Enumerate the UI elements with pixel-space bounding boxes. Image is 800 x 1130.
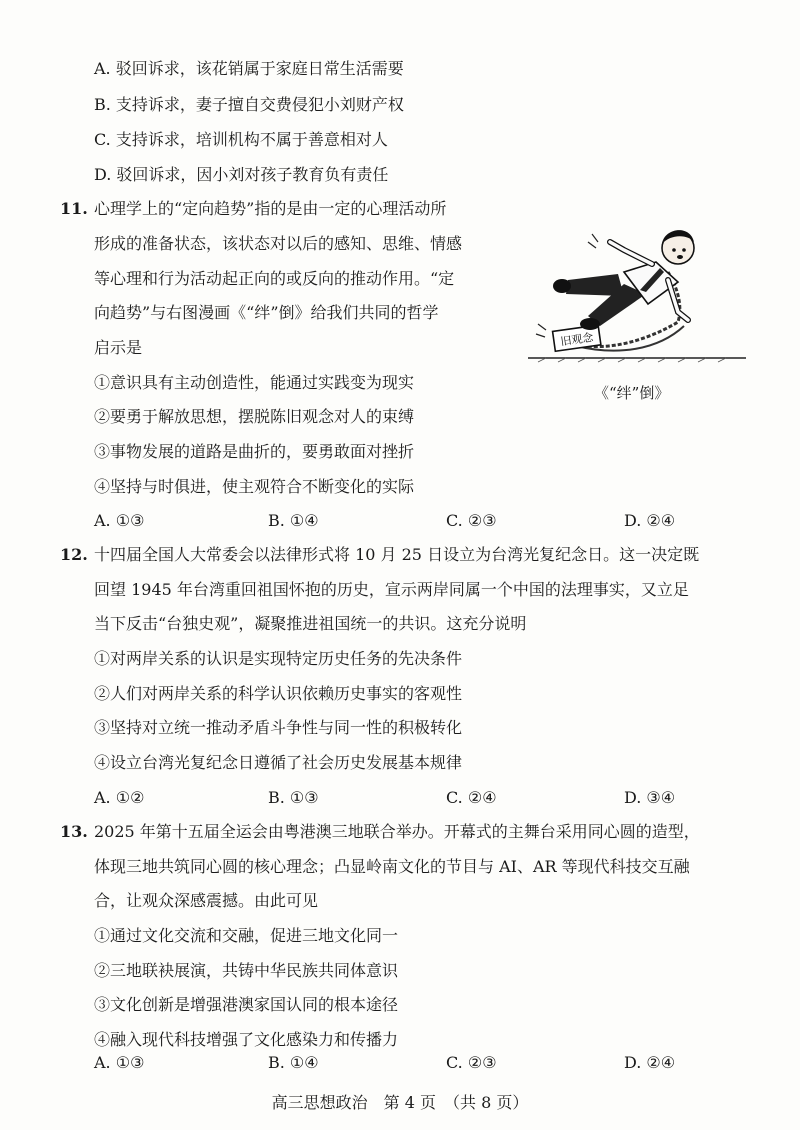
q10-option-a: A. 驳回诉求，该花销属于家庭日常生活需要 [94,59,404,78]
q11-choice-b: B. ①④ [268,511,319,530]
cartoon-caption: 《“绊”倒》 [594,384,670,402]
old-ideas-sign-text: 旧观念 [559,330,595,349]
page-footer: 高三思想政治 第 4 页 （共 8 页） [271,1093,529,1112]
q12-statement-2: ②人们对两岸关系的科学认识依赖历史事实的客观性 [94,684,463,703]
q12-statement-1: ①对两岸关系的认识是实现特定历史任务的先决条件 [94,649,463,668]
q11-stem-line: 心理学上的“定向趋势”指的是由一定的心理活动所 [94,199,447,218]
q11-choice-d: D. ②④ [624,511,676,530]
q12-statement-3: ③坚持对立统一推动矛盾斗争性与同一性的积极转化 [94,718,463,737]
q11-stem-line: 等心理和行为活动起正向的或反向的推动作用。“定 [94,269,455,288]
q10-option-b: B. 支持诉求，妻子擅自交费侵犯小刘财产权 [94,95,404,114]
q12-stem-line: 当下反击“台独史观”，凝聚推进祖国统一的共识。这充分说明 [94,614,527,633]
q13-stem-line: 2025 年第十五届全运会由粤港澳三地联合举办。开幕式的主舞台采用同心圆的造型， [94,822,700,841]
q13-choice-d: D. ②④ [624,1053,676,1072]
q11-stem-line: 形成的准备状态，该状态对以后的感知、思维、情感 [94,234,463,253]
q10-option-c: C. 支持诉求，培训机构不属于善意相对人 [94,130,388,149]
q13-statement-2: ②三地联袂展演，共铸中华民族共同体意识 [94,961,399,980]
q11-stem-line: 启示是 [94,338,143,357]
q11-statement-3: ③事物发展的道路是曲折的，要勇敢面对挫折 [94,442,415,461]
q11-statement-4: ④坚持与时俱进，使主观符合不断变化的实际 [94,477,415,496]
q13-statement-3: ③文化创新是增强港澳家国认同的根本途径 [94,995,399,1014]
q13-choice-a: A. ①③ [94,1053,145,1072]
tripped-man-cartoon [528,212,748,372]
q10-option-d: D. 驳回诉求，因小刘对孩子教育负有责任 [94,165,389,184]
q13-number: 13. [60,822,88,841]
q12-number: 12. [60,545,88,564]
q12-choice-d: D. ③④ [624,788,676,807]
q12-statement-4: ④设立台湾光复纪念日遵循了社会历史发展基本规律 [94,753,463,772]
q12-stem-line: 十四届全国人大常委会以法律形式将 10 月 25 日设立为台湾光复纪念日。这一决定既 [94,545,700,564]
q11-choice-a: A. ①③ [94,511,145,530]
q11-stem-line: 向趋势”与右图漫画《“绊”倒》给我们共同的哲学 [94,303,439,322]
q12-choice-c: C. ②④ [446,788,497,807]
q12-choice-b: B. ①③ [268,788,319,807]
q12-stem-line: 回望 1945 年台湾重回祖国怀抱的历史，宣示两岸同属一个中国的法理事实，又立足 [94,580,689,599]
q12-choice-a: A. ①② [94,788,145,807]
q11-statement-1: ①意识具有主动创造性，能通过实践变为现实 [94,373,415,392]
q13-stem-line: 合，让观众深感震撼。由此可见 [94,891,319,910]
q13-statement-4: ④融入现代科技增强了文化感染力和传播力 [94,1030,399,1049]
q13-statement-1: ①通过文化交流和交融，促进三地文化同一 [94,926,399,945]
q13-choice-b: B. ①④ [268,1053,319,1072]
q11-number: 11. [60,199,88,218]
q13-stem-line: 体现三地共筑同心圆的核心理念；凸显岭南文化的节目与 AI、AR 等现代科技交互融 [94,857,690,876]
q13-choice-c: C. ②③ [446,1053,497,1072]
q11-statement-2: ②要勇于解放思想，摆脱陈旧观念对人的束缚 [94,407,415,426]
q11-choice-c: C. ②③ [446,511,497,530]
